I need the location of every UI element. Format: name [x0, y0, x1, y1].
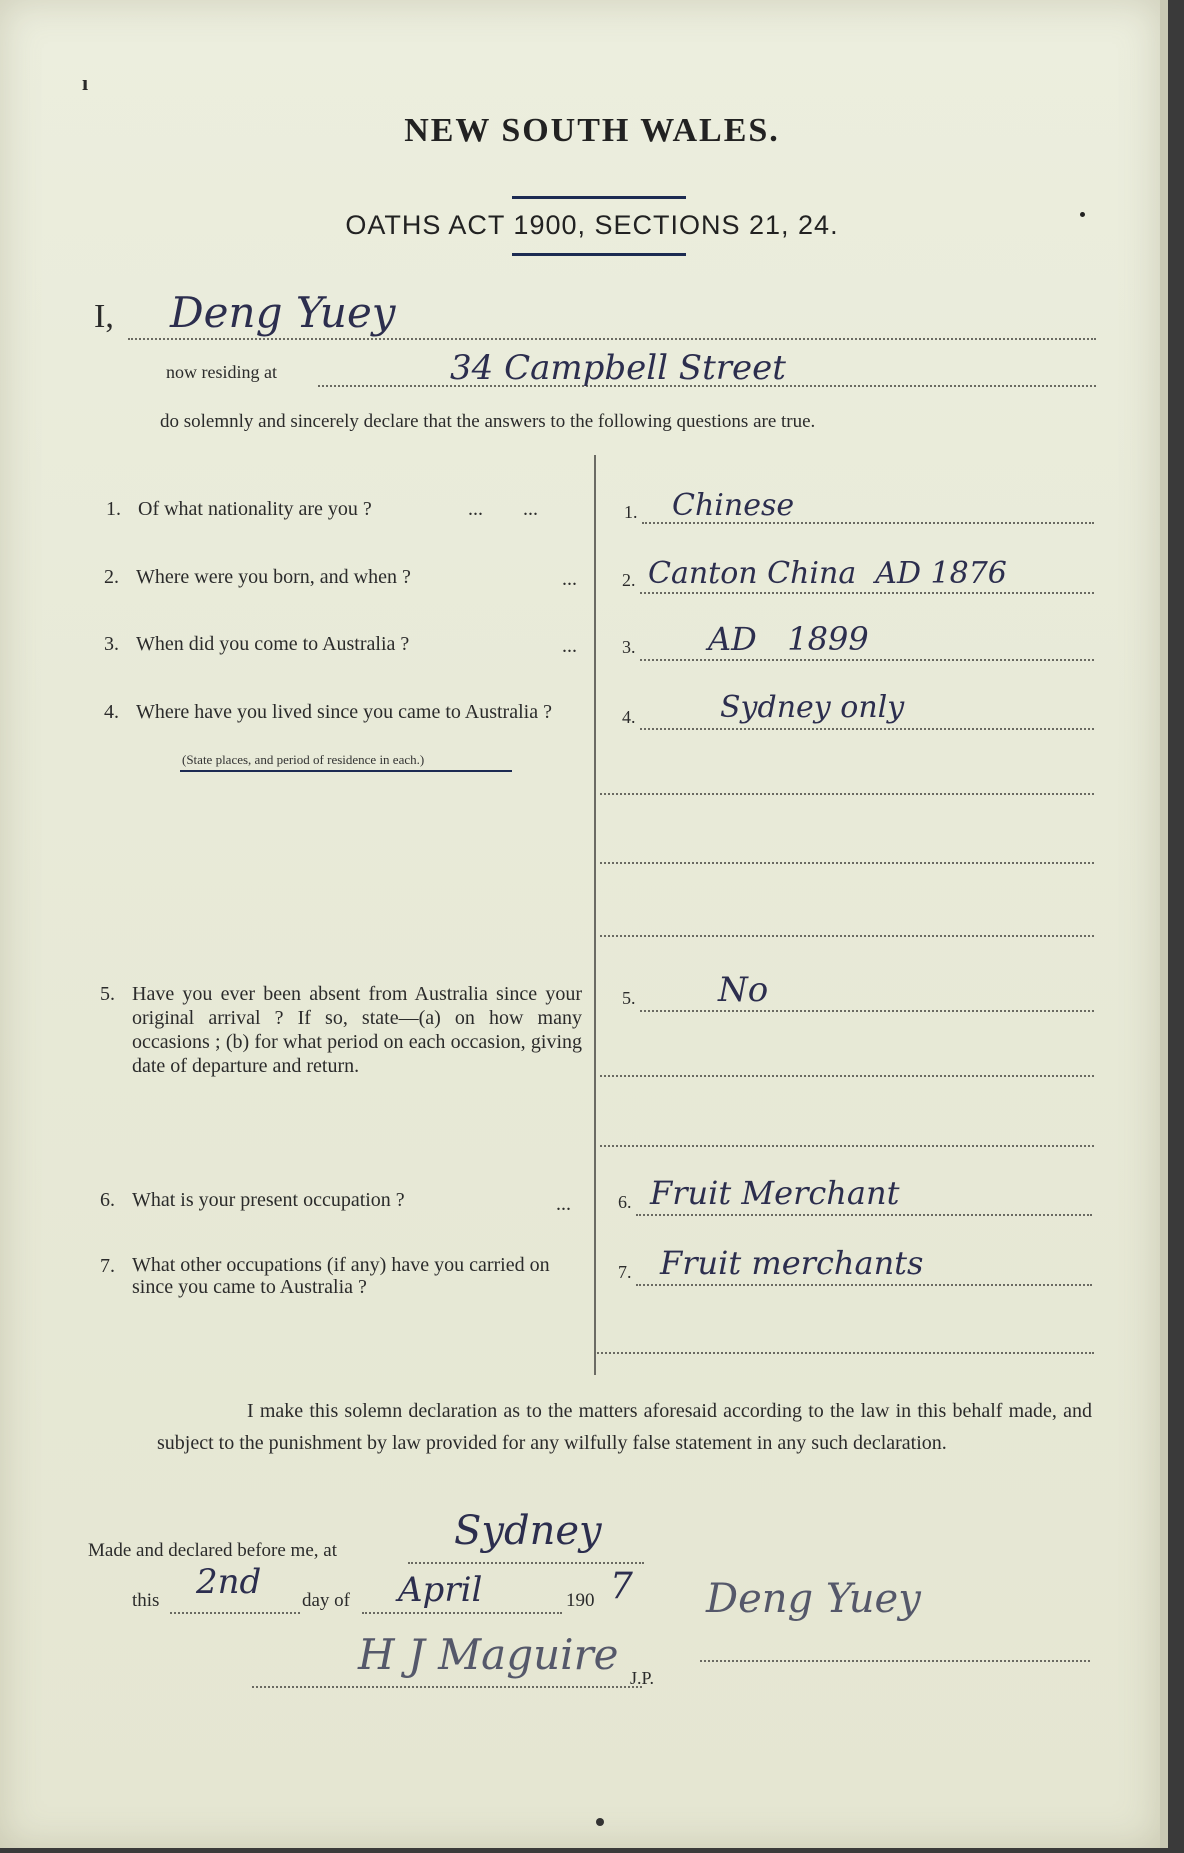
- question-4-number: 4.: [104, 701, 119, 723]
- declaration-text: [157, 1395, 1092, 1459]
- answer-7-line: [636, 1284, 1092, 1286]
- jp-label: J.P.: [630, 1668, 655, 1688]
- answer-4-extra-line-3: [600, 935, 1094, 937]
- answer-5-number: 5.: [622, 988, 636, 1008]
- question-4-text: Where have you lived since you came to Australia ?: [136, 701, 552, 723]
- question-5-text: Have you ever been absent from Australia since your original arrival ? If so, state—(a) on how many occasions ; (b) for what period on each occasion, giving date of departure and return.: [132, 983, 582, 1077]
- day-line: [170, 1612, 300, 1614]
- answer-2-number: 2.: [622, 570, 636, 590]
- question-2-leader: ...: [562, 568, 577, 590]
- question-4-note-rule: [180, 770, 512, 772]
- answer-2-line: [640, 592, 1094, 594]
- answer-6-number: 6.: [618, 1192, 632, 1212]
- question-7-number: 7.: [100, 1255, 115, 1277]
- answer-5-line: [640, 1010, 1094, 1012]
- answer-7-number: 7.: [618, 1262, 632, 1282]
- answer-6: Fruit Merchant: [650, 1174, 900, 1212]
- document-subtitle: OATHS ACT 1900, SECTIONS 21, 24.: [345, 210, 839, 240]
- answer-3-number: 3.: [622, 637, 636, 657]
- answer-3-line: [640, 659, 1094, 661]
- answer-4-line: [640, 728, 1094, 730]
- name-line: [128, 338, 1096, 340]
- document-title: NEW SOUTH WALES.: [404, 112, 780, 149]
- question-6-leader: ...: [556, 1193, 571, 1215]
- question-1-text: Of what nationality are you ?: [138, 498, 372, 520]
- declarant-prefix: I,: [94, 298, 114, 335]
- answer-4-extra-line-1: [600, 793, 1094, 795]
- answer-1-number: 1.: [624, 502, 638, 522]
- ink-dot: [1080, 212, 1085, 217]
- answer-4: Sydney only: [720, 690, 905, 725]
- question-6-text: What is your present occupation ?: [132, 1189, 405, 1211]
- declaration-body: I make this solemn declaration as to the matters aforesaid according to the law in this behalf made, and subject to the punishment by law provided for any wilfully false statement in any such declaration.: [157, 1400, 1092, 1454]
- question-1-number: 1.: [106, 498, 121, 520]
- answer-5-extra-line-1: [600, 1075, 1094, 1077]
- question-5-number: 5.: [100, 983, 115, 1005]
- residing-label: now residing at: [166, 362, 277, 382]
- declarant-address: 34 Campbell Street: [450, 348, 786, 388]
- punch-hole: [596, 1818, 604, 1826]
- question-4-note: (State places, and period of residence in each.): [182, 752, 425, 767]
- day-of-label: day of: [302, 1590, 351, 1611]
- question-1-leader: ... ...: [468, 498, 538, 520]
- question-3-text: When did you come to Australia ?: [136, 633, 410, 655]
- question-3-number: 3.: [104, 633, 119, 655]
- answer-6-line: [636, 1214, 1092, 1216]
- question-7-text: What other occupations (if any) have you carried on since you came to Australia ?: [132, 1254, 550, 1298]
- jp-signature-line: [252, 1686, 642, 1688]
- answer-2: Canton China AD 1876: [648, 556, 1007, 591]
- declarant-signature: Deng Yuey: [706, 1576, 921, 1622]
- column-divider: [594, 455, 596, 1375]
- this-label: this: [132, 1590, 160, 1611]
- answer-1: Chinese: [672, 488, 795, 523]
- answer-4-number: 4.: [622, 707, 636, 727]
- answer-5-extra-line-2: [600, 1145, 1094, 1147]
- title-rule-top: [512, 196, 686, 199]
- answer-3: AD 1899: [708, 620, 869, 658]
- declaration-day: 2nd: [196, 1562, 262, 1602]
- year-prefix: 190: [566, 1590, 595, 1611]
- month-line: [362, 1612, 562, 1614]
- declarant-signature-line: [700, 1660, 1090, 1662]
- place-line: [408, 1562, 644, 1564]
- declaration-month: April: [398, 1570, 483, 1610]
- question-3-leader: ...: [562, 635, 577, 657]
- margin-mark: ı: [82, 70, 89, 95]
- made-declared-label: Made and declared before me, at: [88, 1540, 337, 1561]
- answer-7-extra-line: [594, 1352, 1094, 1354]
- question-6-number: 6.: [100, 1189, 115, 1211]
- jp-signature: H J Maguire: [358, 1630, 619, 1679]
- answer-7: Fruit merchants: [660, 1244, 924, 1282]
- year-suffix: 7: [610, 1566, 633, 1607]
- declarant-name: Deng Yuey: [170, 288, 396, 337]
- answer-4-extra-line-2: [600, 862, 1094, 864]
- declaration-place: Sydney: [454, 1508, 602, 1554]
- answer-5: No: [718, 970, 769, 1010]
- question-2-number: 2.: [104, 566, 119, 588]
- declaration-statement: do solemnly and sincerely declare that the answers to the following questions are true.: [160, 411, 816, 432]
- question-2-text: Where were you born, and when ?: [136, 566, 411, 588]
- title-rule-bottom: [512, 253, 686, 256]
